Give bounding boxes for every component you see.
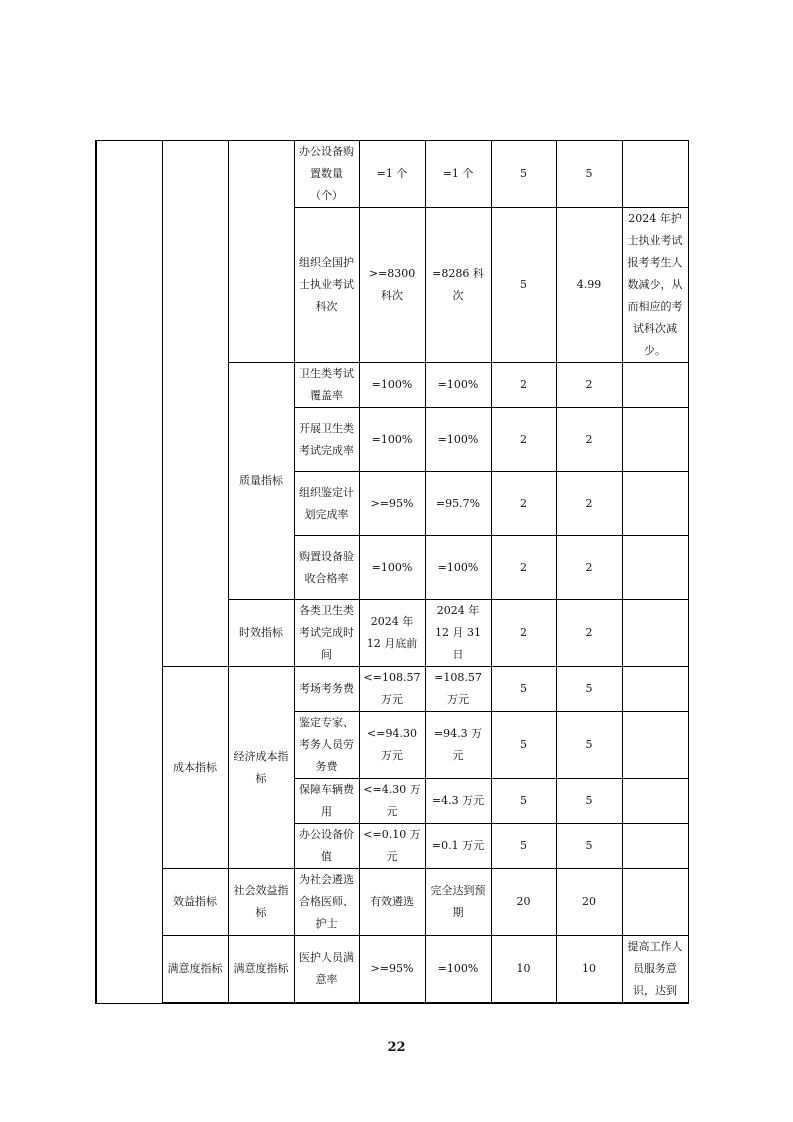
actual-cell: =0.1 万元 <box>425 824 491 869</box>
remark-cell <box>622 824 688 869</box>
level1-satisfaction-cell: 满意度指标 <box>162 936 228 1004</box>
score-cell: 5 <box>556 779 622 824</box>
score-cell: 2 <box>556 363 622 408</box>
remark-cell <box>622 408 688 472</box>
weight-cell: 5 <box>491 667 556 712</box>
level1-benefit-cell: 效益指标 <box>162 869 228 936</box>
indicator-cell: 卫生类考试覆盖率 <box>294 363 359 408</box>
target-cell: 有效遴选 <box>359 869 425 936</box>
target-cell: >=95% <box>359 936 425 1004</box>
level2-quality-cell: 质量指标 <box>228 363 294 600</box>
performance-table <box>95 140 689 1004</box>
level2-social-benefit-cell: 社会效益指标 <box>228 869 294 936</box>
indicator-cell: 办公设备购置数量（个） <box>294 141 359 208</box>
target-cell: <=108.57 万元 <box>359 667 425 712</box>
level2-timeliness-cell: 时效指标 <box>228 600 294 667</box>
remark-cell <box>622 779 688 824</box>
remark-cell <box>622 141 688 208</box>
score-cell: 10 <box>556 936 622 1004</box>
target-cell: <=94.30 万元 <box>359 712 425 779</box>
weight-cell: 5 <box>491 712 556 779</box>
indicator-cell: 为社会遴选合格医师、护士 <box>294 869 359 936</box>
indicator-cell: 各类卫生类考试完成时间 <box>294 600 359 667</box>
score-cell: 4.99 <box>556 208 622 363</box>
indicator-cell: 组织全国护士执业考试科次 <box>294 208 359 363</box>
actual-cell: =1 个 <box>425 141 491 208</box>
actual-cell: =95.7% <box>425 472 491 536</box>
weight-cell: 2 <box>491 472 556 536</box>
weight-cell: 5 <box>491 824 556 869</box>
score-cell: 2 <box>556 600 622 667</box>
indicator-cell: 组织鉴定计划完成率 <box>294 472 359 536</box>
weight-cell: 2 <box>491 408 556 472</box>
level2-economic-cost-cell: 经济成本指标 <box>228 667 294 869</box>
remark-cell <box>622 536 688 600</box>
actual-cell: =8286 科次 <box>425 208 491 363</box>
weight-cell: 5 <box>491 208 556 363</box>
table-row <box>96 936 688 1004</box>
weight-cell: 20 <box>491 869 556 936</box>
remark-cell <box>622 363 688 408</box>
weight-cell: 2 <box>491 536 556 600</box>
table-row <box>96 141 688 208</box>
remark-cell <box>622 600 688 667</box>
score-cell: 5 <box>556 712 622 779</box>
actual-cell: =100% <box>425 536 491 600</box>
score-cell: 5 <box>556 667 622 712</box>
actual-cell: 完全达到预期 <box>425 869 491 936</box>
score-cell: 20 <box>556 869 622 936</box>
remark-cell: 2024 年护士执业考试报考考生人数减少，从而相应的考试科次减少。 <box>622 208 688 363</box>
target-cell: =100% <box>359 408 425 472</box>
weight-cell: 10 <box>491 936 556 1004</box>
table-row <box>96 667 688 712</box>
indicator-cell: 鉴定专家、考务人员劳务费 <box>294 712 359 779</box>
page-number: 22 <box>387 1040 406 1055</box>
score-cell: 2 <box>556 472 622 536</box>
table-cell-blank <box>96 141 162 1004</box>
score-cell: 5 <box>556 824 622 869</box>
target-cell: =1 个 <box>359 141 425 208</box>
score-cell: 5 <box>556 141 622 208</box>
table-cell-blank <box>162 141 228 667</box>
actual-cell: =100% <box>425 408 491 472</box>
target-cell: 2024 年 12 月底前 <box>359 600 425 667</box>
table-cell-blank <box>228 141 294 363</box>
target-cell: <=4.30 万元 <box>359 779 425 824</box>
actual-cell: =94.3 万元 <box>425 712 491 779</box>
actual-cell: =100% <box>425 363 491 408</box>
target-cell: <=0.10 万元 <box>359 824 425 869</box>
indicator-cell: 开展卫生类考试完成率 <box>294 408 359 472</box>
weight-cell: 5 <box>491 141 556 208</box>
indicator-cell: 考场考务费 <box>294 667 359 712</box>
indicator-cell: 购置设备验收合格率 <box>294 536 359 600</box>
actual-cell: =108.57 万元 <box>425 667 491 712</box>
remark-cell <box>622 712 688 779</box>
target-cell: >=95% <box>359 472 425 536</box>
actual-cell: =100% <box>425 936 491 1004</box>
actual-cell: 2024 年 12 月 31 日 <box>425 600 491 667</box>
weight-cell: 2 <box>491 600 556 667</box>
target-cell: >=8300 科次 <box>359 208 425 363</box>
remark-cell <box>622 472 688 536</box>
score-cell: 2 <box>556 536 622 600</box>
indicator-cell: 医护人员满意率 <box>294 936 359 1004</box>
target-cell: =100% <box>359 363 425 408</box>
level1-cost-cell: 成本指标 <box>162 667 228 869</box>
actual-cell: =4.3 万元 <box>425 779 491 824</box>
table-row <box>96 869 688 936</box>
weight-cell: 5 <box>491 779 556 824</box>
weight-cell: 2 <box>491 363 556 408</box>
indicator-cell: 办公设备价值 <box>294 824 359 869</box>
score-cell: 2 <box>556 408 622 472</box>
remark-cell: 提高工作人员服务意识，达到 <box>622 936 688 1004</box>
level2-satisfaction-cell: 满意度指标 <box>228 936 294 1004</box>
remark-cell <box>622 869 688 936</box>
indicator-cell: 保障车辆费用 <box>294 779 359 824</box>
target-cell: =100% <box>359 536 425 600</box>
remark-cell <box>622 667 688 712</box>
